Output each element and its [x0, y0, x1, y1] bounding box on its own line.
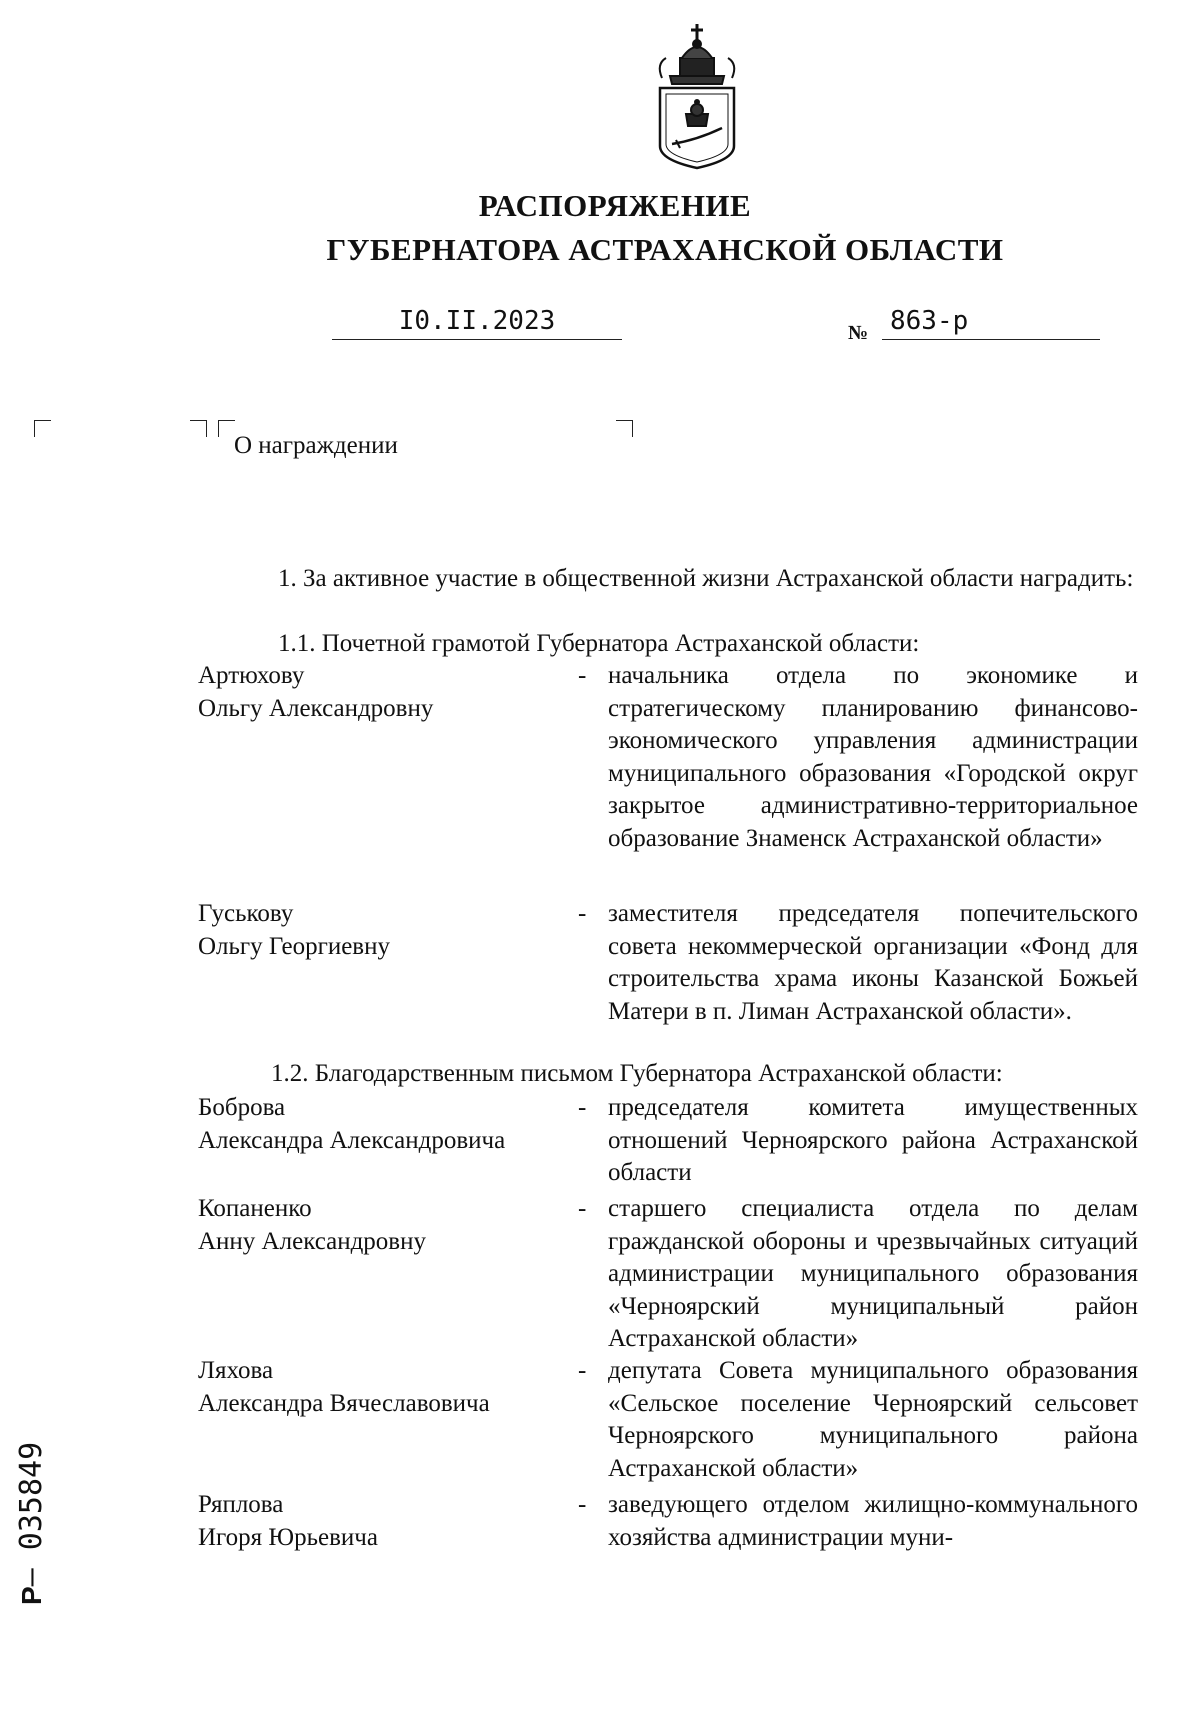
person-position: заведующего отделом жилищно-коммунального хозяйства администрации муни-	[608, 1491, 1138, 1551]
corner-bracket-mid-right	[190, 420, 207, 437]
person-position: председателя комитета имущественных отношений Черноярского района Астраханской области	[608, 1094, 1138, 1186]
person-position: депутата Совета муниципального образования «Сельское поселение Черноярский сельсовет Черноярского муниципального района Астраханской области»	[608, 1357, 1138, 1482]
separator-dash: -	[578, 900, 587, 927]
issuer-title: ГУБЕРНАТОРА АСТРАХАНСКОЙ ОБЛАСТИ	[326, 232, 1004, 267]
number-sign: №	[848, 322, 869, 344]
person-name: Ляхова Александра Вячеславовича	[198, 1357, 490, 1417]
separator-dash: -	[578, 1195, 587, 1222]
person-position: заместителя председателя попечительского совета некоммерческой организации «Фонд для строительства храма иконы Казанской Божьей Матери в п. Лиман Астраханской области».	[608, 900, 1138, 1025]
coat-of-arms-emblem	[652, 18, 742, 170]
document-subject: О награждении	[234, 432, 398, 459]
person-position: начальника отдела по экономике и стратегическому планированию финансово-экономического управления администрации муниципального образования «Городской округ закрытое административно-территориальное образование Знаменск Астраханской области»	[608, 662, 1138, 852]
section-1-1-heading: 1.1. Почетной грамотой Губернатора Астраханской области:	[278, 630, 920, 657]
document-date: I0.II.2023	[332, 306, 622, 340]
award-entry	[198, 1489, 1138, 1559]
separator-dash: -	[578, 1491, 587, 1518]
person-name: Гуськову Ольгу Георгиевну	[198, 900, 390, 960]
corner-bracket-subject-right	[616, 420, 633, 437]
separator-dash: -	[578, 662, 587, 689]
award-entry	[198, 660, 1138, 890]
person-name: Артюхову Ольгу Александровну	[198, 662, 434, 722]
award-entry	[198, 898, 1138, 1063]
award-entry	[198, 1355, 1138, 1490]
section-1-2-heading: 1.2. Благодарственным письмом Губернатора Астраханской области:	[271, 1060, 1003, 1087]
corner-bracket-left	[34, 420, 51, 437]
corner-bracket-subject-left	[218, 420, 235, 437]
person-position: старшего специалиста отдела по делам гражданской обороны и чрезвычайных ситуаций администрации муниципального образования «Черноярский муниципальный район Астраханской области»	[608, 1195, 1138, 1352]
form-serial-number: Р– 035849	[14, 1441, 49, 1605]
paragraph-1: 1. За активное участие в общественной жизни Астраханской области наградить:	[278, 565, 1134, 592]
document-number: 863-р	[882, 306, 1100, 340]
separator-dash: -	[578, 1357, 587, 1384]
person-name: Ряплова Игоря Юрьевича	[198, 1491, 378, 1551]
award-entry	[198, 1092, 1138, 1192]
person-name: Боброва Александра Александровича	[198, 1094, 506, 1154]
separator-dash: -	[578, 1094, 587, 1121]
document-type-title: РАСПОРЯЖЕНИЕ	[478, 188, 752, 223]
award-entry	[198, 1193, 1138, 1358]
person-name: Копаненко Анну Александровну	[198, 1195, 426, 1255]
